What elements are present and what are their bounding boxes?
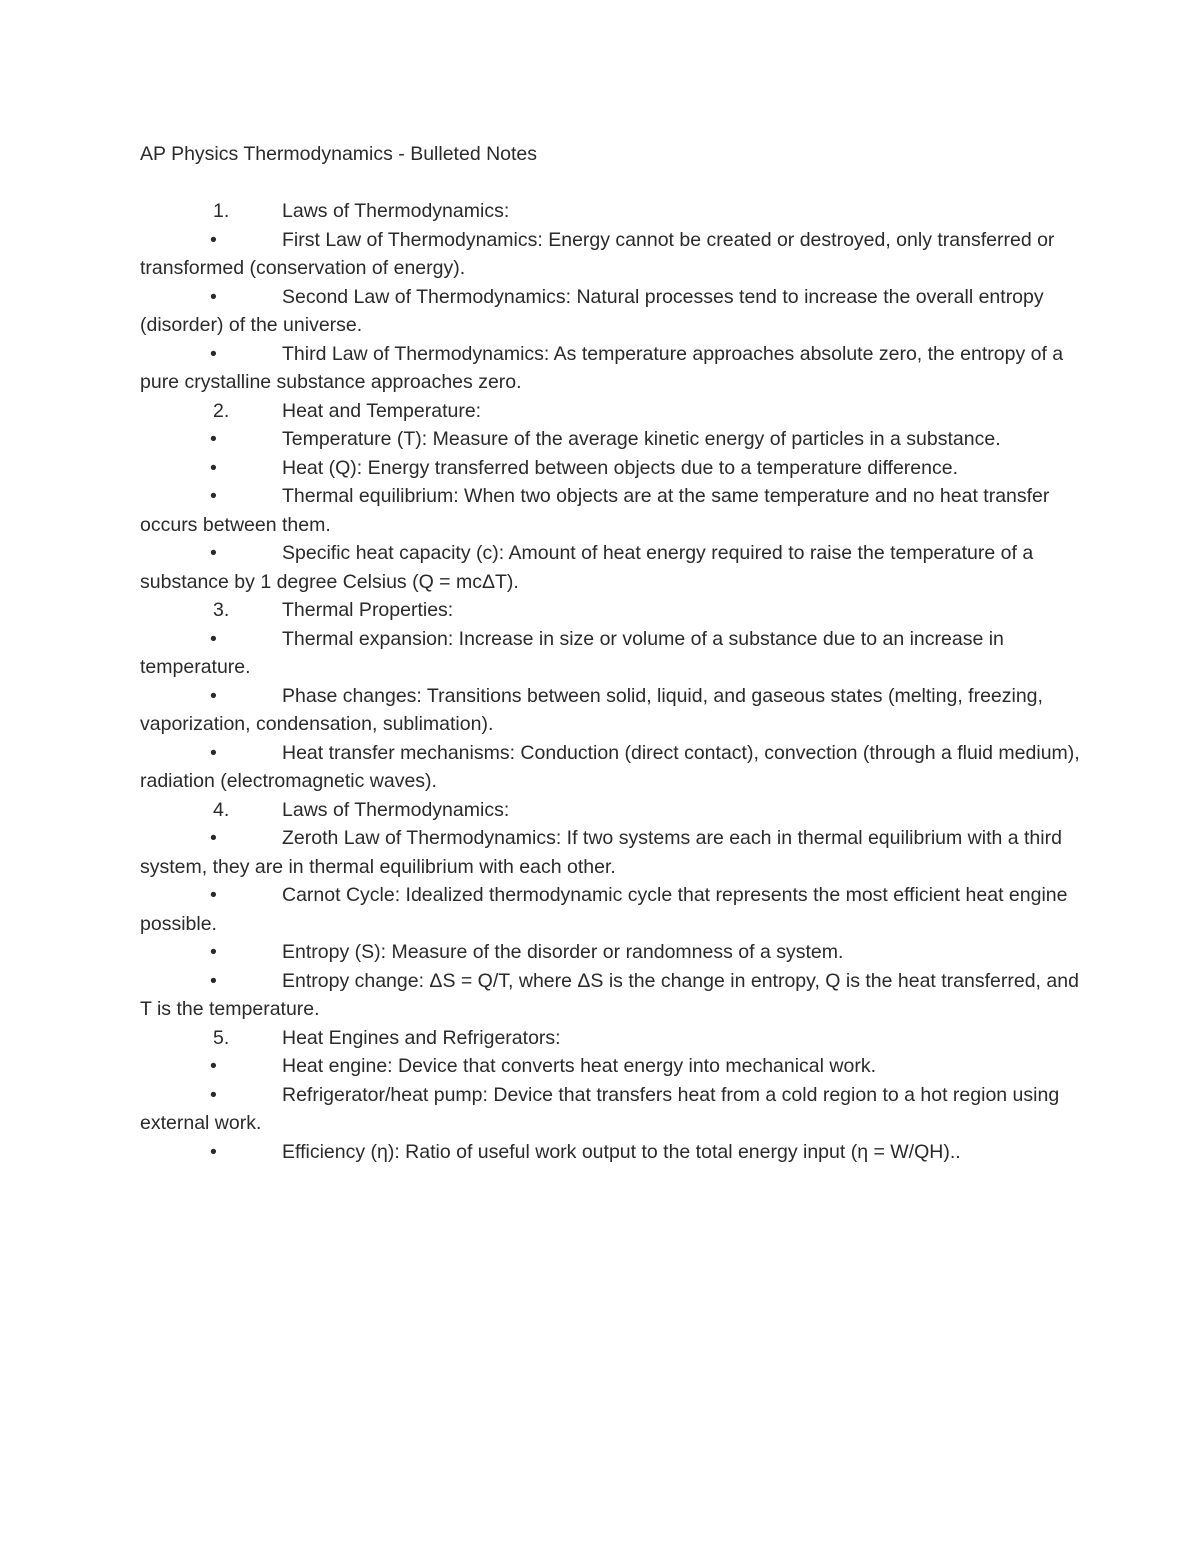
list-item-text: Heat engine: Device that converts heat energy into mechanical work. [282, 1055, 876, 1077]
list-item [140, 967, 1080, 1024]
bullet-icon: • [210, 884, 217, 906]
list-item [140, 482, 1080, 539]
list-item [140, 226, 1080, 283]
section-heading-1 [140, 197, 1080, 226]
section-heading-4 [140, 796, 1080, 825]
list-item [140, 454, 1080, 483]
list-item [140, 824, 1080, 881]
list-item [140, 881, 1080, 938]
section-heading-text: Laws of Thermodynamics: [282, 200, 510, 222]
list-item-text: Entropy (S): Measure of the disorder or randomness of a system. [282, 941, 844, 963]
section-number: 3. [213, 599, 230, 621]
bullet-icon: • [210, 456, 217, 479]
list-item-text: Second Law of Thermodynamics: Natural processes tend to increase the overall entropy (disorder) of the universe. [140, 285, 1044, 336]
list-item [140, 682, 1080, 739]
bullet-icon: • [210, 1140, 217, 1163]
list-item-text: Temperature (T): Measure of the average kinetic energy of particles in a substance. [282, 428, 1001, 450]
list-item-text: Phase changes: Transitions between solid, liquid, and gaseous states (melting, freezing, vaporization, condensation, sublimation). [140, 684, 1043, 735]
list-item [140, 425, 1080, 454]
list-item [140, 1081, 1080, 1138]
list-item-text: Carnot Cycle: Idealized thermodynamic cycle that represents the most efficient heat engine possible. [140, 884, 1068, 935]
bullet-icon: • [210, 285, 217, 308]
list-item [140, 283, 1080, 340]
bullet-icon: • [210, 1055, 217, 1077]
section-heading-text: Thermal Properties: [282, 599, 454, 621]
bullet-icon: • [210, 741, 217, 764]
bullet-icon: • [210, 428, 217, 450]
bullet-icon: • [210, 941, 217, 963]
list-item-text: First Law of Thermodynamics: Energy cannot be created or destroyed, only transferred or transformed (conservation of energy). [140, 228, 1055, 279]
section-heading-text: Heat Engines and Refrigerators: [282, 1026, 561, 1049]
list-item-text: Third Law of Thermodynamics: As temperature approaches absolute zero, the entropy of a pure crystalline substance approaches zero. [140, 342, 1064, 393]
list-item-text: Refrigerator/heat pump: Device that transfers heat from a cold region to a hot region using external work. [140, 1083, 1060, 1134]
bullet-icon: • [210, 684, 217, 707]
section-heading-text: Laws of Thermodynamics: [282, 798, 510, 821]
list-item [140, 1138, 1080, 1167]
notes-body [140, 140, 1080, 1166]
bullet-icon: • [210, 342, 217, 365]
bullet-icon: • [210, 827, 217, 849]
bullet-icon: • [210, 228, 217, 251]
list-item-text: Efficiency (η): Ratio of useful work output to the total energy input (η = W/QH).. [282, 1140, 961, 1163]
section-number: 4. [213, 798, 230, 821]
list-item-text: Zeroth Law of Thermodynamics: If two systems are each in thermal equilibrium with a third system, they are in thermal equilibrium with each other. [140, 827, 1062, 878]
list-item-text: Heat transfer mechanisms: Conduction (direct contact), convection (through a fluid medium), radiation (electromagnetic waves). [140, 741, 1080, 792]
section-heading-5 [140, 1024, 1080, 1053]
section-number: 1. [213, 200, 230, 222]
list-item-text: Thermal expansion: Increase in size or volume of a substance due to an increase in temperature. [140, 627, 1004, 678]
list-item-text: Heat (Q): Energy transferred between objects due to a temperature difference. [282, 456, 959, 479]
list-item-text: Entropy change: ΔS = Q/T, where ΔS is the change in entropy, Q is the heat transferred, and T is the temperature. [140, 969, 1079, 1020]
list-item [140, 739, 1080, 796]
bullet-icon: • [210, 1083, 217, 1106]
list-item [140, 625, 1080, 682]
list-item [140, 539, 1080, 596]
section-heading-text: Heat and Temperature: [282, 399, 482, 422]
bullet-icon: • [210, 485, 217, 507]
list-item [140, 1052, 1080, 1081]
list-item-text: Thermal equilibrium: When two objects are at the same temperature and no heat transfer occurs between them. [140, 485, 1050, 536]
list-item-text: Specific heat capacity (c): Amount of heat energy required to raise the temperature of a substance by 1 degree Celsius (Q = mcΔT). [140, 542, 1034, 593]
section-heading-3 [140, 596, 1080, 625]
section-number: 5. [213, 1026, 230, 1049]
section-number: 2. [213, 399, 230, 422]
section-heading-2 [140, 397, 1080, 426]
list-item [140, 340, 1080, 397]
document-title: AP Physics Thermodynamics - Bulleted Notes [140, 143, 538, 165]
list-item [140, 938, 1080, 967]
bullet-icon: • [210, 969, 217, 992]
bullet-icon: • [210, 542, 217, 564]
bullet-icon: • [210, 627, 217, 650]
